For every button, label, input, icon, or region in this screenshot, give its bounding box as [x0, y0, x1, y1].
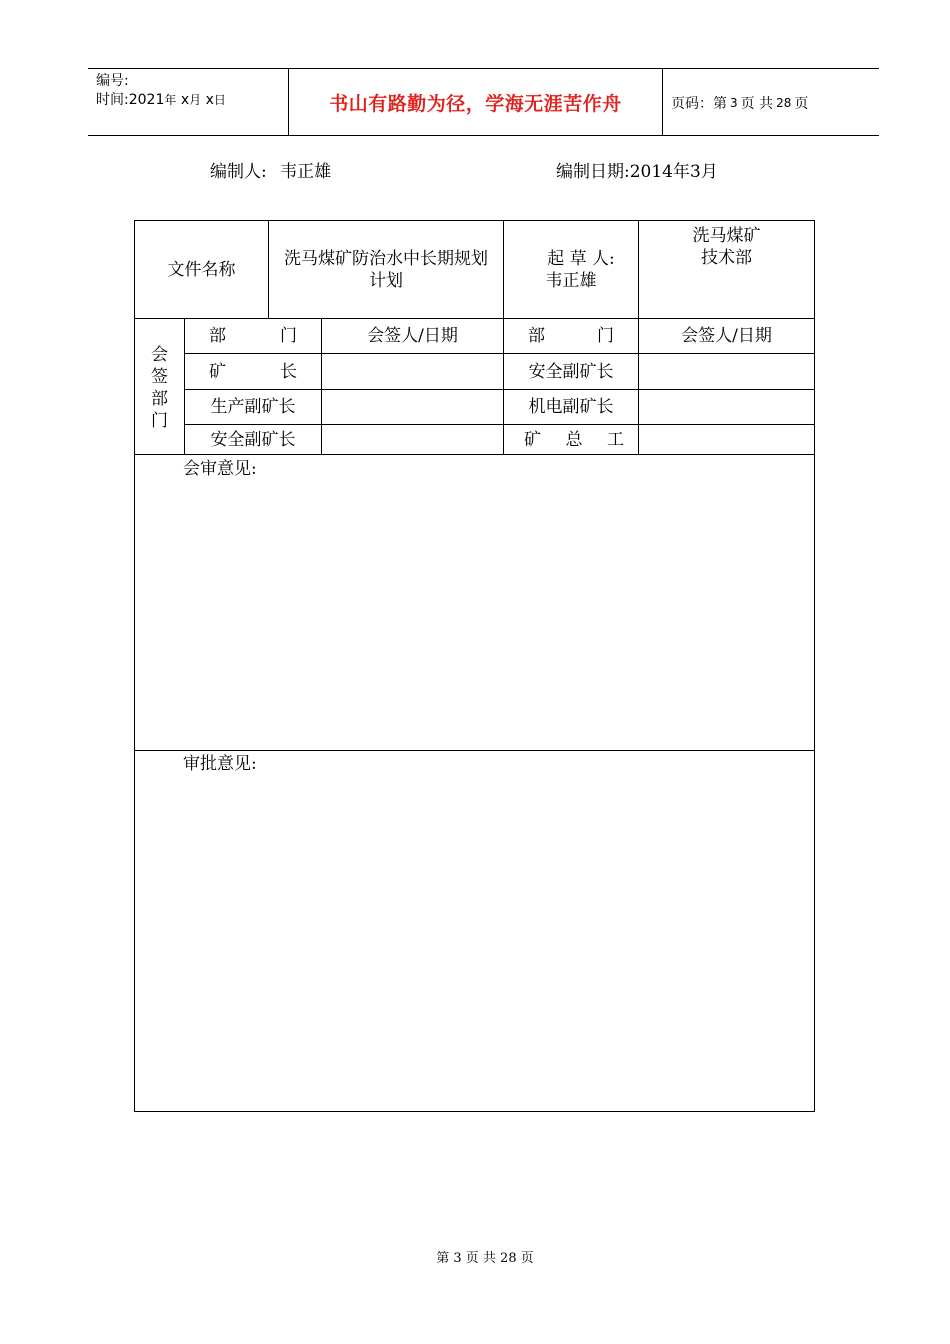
- doc-time-label: 时间:: [96, 92, 129, 108]
- col-header-char: 部: [209, 326, 226, 346]
- doc-time-day: x: [205, 92, 214, 108]
- drafter-label: 起 草 人:: [547, 248, 615, 269]
- sign-row-right-0: 安全副矿长: [528, 361, 614, 382]
- row-label-char: 工: [607, 429, 624, 450]
- sign-row-left-2: 安全副矿长: [210, 429, 296, 450]
- approval-form: [134, 220, 815, 1112]
- drafting-dept-line1: 洗马煤矿: [692, 226, 761, 246]
- drafter-name: 韦正雄: [545, 270, 597, 291]
- doc-number-label: 编号:: [96, 73, 129, 89]
- sign-row-right-2: [504, 425, 638, 454]
- drafting-dept-line2: 技术部: [701, 248, 752, 268]
- sign-row-left-0: [185, 354, 321, 389]
- compile-date-value: 2014年3月: [629, 162, 718, 182]
- doc-time-year-unit: 年: [164, 93, 177, 107]
- page-prefix: 页码：第: [671, 95, 727, 112]
- row-label-char: 矿: [524, 429, 541, 450]
- compiler-name: 韦正雄: [280, 162, 332, 182]
- page-suffix: 页: [794, 95, 809, 112]
- doc-time-day-unit: 日: [213, 93, 226, 107]
- rule: [135, 750, 814, 751]
- compile-date: [556, 161, 718, 183]
- col-header-dept-right: [504, 319, 638, 353]
- row-label-char: 总: [565, 429, 583, 450]
- sign-row-left-1: 生产副矿长: [210, 397, 296, 417]
- compiler: [210, 161, 331, 183]
- row-label-char: 矿: [209, 361, 226, 382]
- header-motto: 书山有路勤为径，学海无涯苦作舟: [289, 69, 663, 136]
- row-label-char: 长: [280, 361, 297, 382]
- file-name: 洗马煤矿防治水中长期规划计划: [284, 248, 488, 291]
- section-char: 门: [151, 411, 168, 431]
- doc-time-year: 2021: [128, 92, 165, 108]
- compile-date-label: 编制日期:: [556, 162, 630, 182]
- page-current: 3: [730, 95, 738, 110]
- approval-opinion-label: 审批意见:: [183, 754, 257, 774]
- drafter: [504, 221, 638, 318]
- col-header-char: 部: [528, 326, 545, 346]
- page-mid: 页 共: [740, 95, 774, 112]
- section-char: 部: [151, 389, 168, 409]
- header-meta: [88, 69, 289, 136]
- header-page-number: [663, 69, 879, 136]
- doc-time: [96, 91, 288, 110]
- col-header-char: 门: [597, 326, 614, 346]
- page-header: [88, 68, 879, 136]
- review-opinion-label: 会审意见:: [183, 459, 257, 479]
- rule: [135, 454, 814, 455]
- countersign-section-label: [135, 343, 184, 433]
- sign-row-right-1: 机电副矿长: [528, 397, 614, 417]
- col-header-signer-left: 会签人/日期: [367, 326, 458, 346]
- doc-time-month-unit: 月: [189, 93, 202, 107]
- doc-time-month: x: [180, 92, 190, 108]
- page-total: 28: [776, 95, 792, 110]
- col-header-signer-right: 会签人/日期: [681, 326, 772, 346]
- file-name-label: 文件名称: [167, 259, 236, 280]
- section-char: 会: [151, 345, 168, 365]
- section-char: 签: [151, 367, 168, 387]
- col-header-char: 门: [280, 326, 297, 346]
- col-header-dept-left: [185, 319, 321, 353]
- drafting-dept: [639, 225, 814, 269]
- compiler-label: 编制人:: [210, 162, 267, 182]
- page-footer: 第 3 页 共 28 页: [436, 1251, 534, 1266]
